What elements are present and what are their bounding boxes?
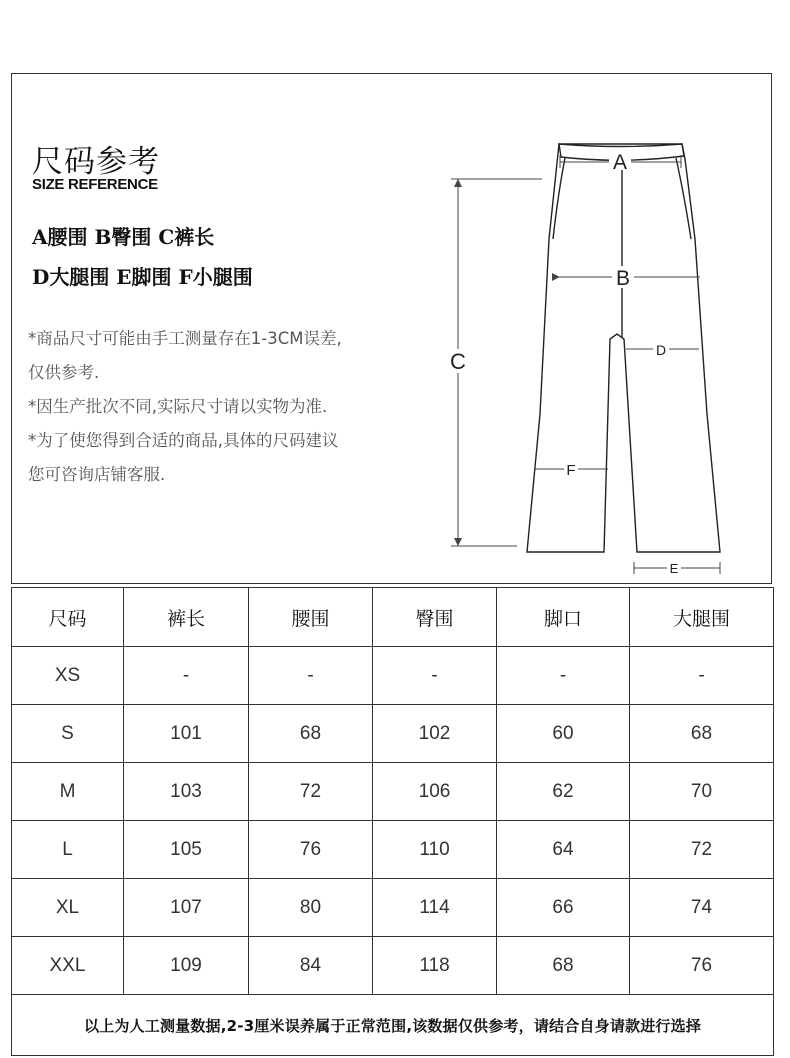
cell-size: M [12, 763, 124, 821]
table-row [12, 937, 774, 995]
cell-leg-opening: 66 [497, 879, 630, 937]
cell-leg-opening: 64 [497, 821, 630, 879]
right-pocket-line [676, 158, 691, 239]
notes-block [28, 322, 398, 492]
cell-waist: 80 [249, 879, 373, 937]
cell-hip: - [373, 647, 497, 705]
table-row [12, 647, 774, 705]
measurement-legend-line-1: A腰围 B臀围 C裤长 [32, 225, 215, 249]
cell-size: S [12, 705, 124, 763]
note-line: 仅供参考. [28, 363, 100, 382]
column-header-leg-opening: 脚口 [497, 588, 630, 647]
column-header-hip: 臀围 [373, 588, 497, 647]
cell-hip: 118 [373, 937, 497, 995]
pants-diagram [437, 109, 737, 576]
cell-hip: 114 [373, 879, 497, 937]
cell-thigh: - [630, 647, 774, 705]
cell-leg-opening: 68 [497, 937, 630, 995]
note-line: *为了使您得到合适的商品,具体的尺码建议 [28, 431, 339, 450]
cell-waist: 72 [249, 763, 373, 821]
column-header-thigh: 大腿围 [630, 588, 774, 647]
table-row [12, 705, 774, 763]
cell-length: 105 [124, 821, 249, 879]
cell-leg-opening: 60 [497, 705, 630, 763]
column-header-waist: 腰围 [249, 588, 373, 647]
table-row [12, 821, 774, 879]
size-reference-panel [11, 73, 772, 584]
measurement-legend-line-2: D大腿围 E脚围 F小腿围 [32, 265, 253, 289]
left-pocket-line [553, 158, 565, 239]
cell-thigh: 68 [630, 705, 774, 763]
cell-hip: 110 [373, 821, 497, 879]
label-e: E [669, 561, 679, 576]
label-c: C [450, 349, 466, 374]
cell-hip: 106 [373, 763, 497, 821]
table-row [12, 763, 774, 821]
cell-length: 107 [124, 879, 249, 937]
column-header-length: 裤长 [124, 588, 249, 647]
cell-length: 101 [124, 705, 249, 763]
cell-length: 103 [124, 763, 249, 821]
table-header-row [12, 588, 774, 647]
cell-size: XL [12, 879, 124, 937]
cell-hip: 102 [373, 705, 497, 763]
cell-thigh: 74 [630, 879, 774, 937]
cell-leg-opening: 62 [497, 763, 630, 821]
page-title: 尺码参考 [32, 144, 160, 180]
cell-waist: 68 [249, 705, 373, 763]
page-subtitle: SIZE REFERENCE [32, 176, 158, 193]
cell-size: XXL [12, 937, 124, 995]
note-line: 您可咨询店铺客服. [28, 465, 166, 484]
cell-waist: 84 [249, 937, 373, 995]
cell-size: XS [12, 647, 124, 705]
label-f: F [566, 462, 576, 479]
cell-length: - [124, 647, 249, 705]
table-row [12, 879, 774, 937]
column-header-size: 尺码 [12, 588, 124, 647]
cell-thigh: 76 [630, 937, 774, 995]
cell-waist: 76 [249, 821, 373, 879]
cell-waist: - [249, 647, 373, 705]
table-footer-row [12, 995, 774, 1056]
cell-size: L [12, 821, 124, 879]
size-table [11, 587, 774, 1056]
cell-thigh: 70 [630, 763, 774, 821]
label-b: B [615, 267, 631, 290]
pants-outline [527, 144, 720, 552]
label-d: D [655, 342, 667, 358]
note-line: *商品尺寸可能由手工测量存在1-3CM误差, [28, 329, 342, 348]
table-footer-note: 以上为人工测量数据,2-3厘米误养属于正常范围,该数据仅供参考，请结合自身请款进行选择 [12, 995, 774, 1056]
cell-thigh: 72 [630, 821, 774, 879]
cell-length: 109 [124, 937, 249, 995]
cell-leg-opening: - [497, 647, 630, 705]
note-line: *因生产批次不同,实际尺寸请以实物为准. [28, 397, 328, 416]
label-a: A [612, 151, 628, 174]
